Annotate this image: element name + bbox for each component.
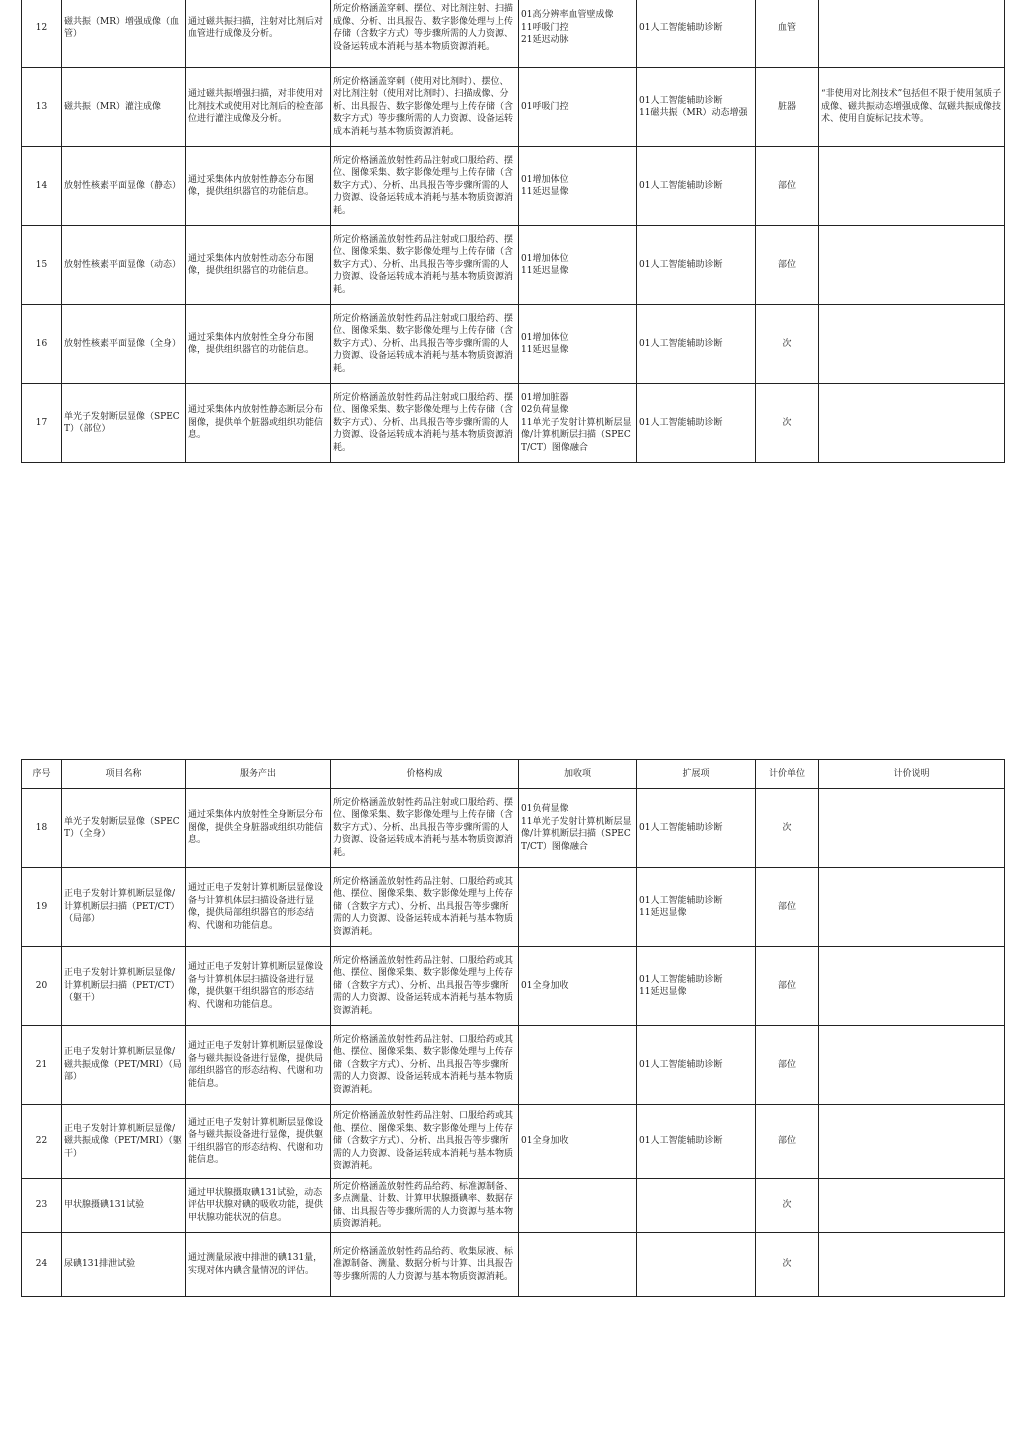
unit-cell: 次 <box>756 1179 819 1233</box>
note-cell: “非使用对比剂技术”包括但不限于使用氢质子成像、磁共振动态增强成像、氙磁共振成像技术、使用自旋标记技术等。 <box>819 68 1005 147</box>
extension-cell <box>637 1233 756 1297</box>
addon-cell: 01高分辨率血管壁成像 11呼吸门控 21延迟动脉 <box>519 0 637 68</box>
output-cell: 通过正电子发射计算机断层显像设备与磁共振设备进行显像，提供局部组织器官的形态结构、代谢和功能信息。 <box>186 1026 331 1105</box>
header-unit: 计价单位 <box>756 760 819 789</box>
extension-cell: 01人工智能辅助诊断 <box>637 305 756 384</box>
addon-cell <box>519 1179 637 1233</box>
output-cell: 通过磁共振增强扫描，对非使用对比剂技术或使用对比剂后的检查部位进行灌注成像及分析。 <box>186 68 331 147</box>
seq-cell: 24 <box>22 1233 62 1297</box>
extension-cell: 01人工智能辅助诊断 <box>637 226 756 305</box>
addon-cell: 01负荷显像 11单光子发射计算机断层显像/计算机断层扫描（SPECT/CT）图像融合 <box>519 789 637 868</box>
seq-cell: 22 <box>22 1105 62 1179</box>
note-cell <box>819 1233 1005 1297</box>
name-cell: 正电子发射计算机断层显像/计算机断层扫描（PET/CT）（躯干） <box>62 947 186 1026</box>
extension-cell: 01人工智能辅助诊断 <box>637 1105 756 1179</box>
composition-cell: 所定价格涵盖放射性药品注射或口服给药、摆位、图像采集、数字影像处理与上传存储（含数字方式）、分析、出具报告等步骤所需的人力资源、设备运转成本消耗与基本物质资源消耗。 <box>331 384 519 463</box>
note-cell <box>819 384 1005 463</box>
table-row <box>22 789 1005 868</box>
unit-cell: 脏器 <box>756 68 819 147</box>
seq-cell: 18 <box>22 789 62 868</box>
output-cell: 通过甲状腺摄取碘131试验，动态评估甲状腺对碘的吸收功能，提供甲状腺功能状况的信息。 <box>186 1179 331 1233</box>
extension-cell: 01人工智能辅助诊断 11延迟显像 <box>637 868 756 947</box>
output-cell: 通过采集体内放射性静态断层分布图像，提供单个脏器或组织功能信息。 <box>186 384 331 463</box>
table-row <box>22 0 1005 68</box>
composition-cell: 所定价格涵盖放射性药品注射、口服给药或其他、摆位、图像采集、数字影像处理与上传存储（含数字方式）、分析、出具报告等步骤所需的人力资源、设备运转成本消耗与基本物质资源消耗。 <box>331 1105 519 1179</box>
output-cell: 通过采集体内放射性静态分布图像，提供组织器官的功能信息。 <box>186 147 331 226</box>
price-table-bottom <box>21 759 1005 1297</box>
note-cell <box>819 1179 1005 1233</box>
name-cell: 单光子发射断层显像（SPECT）（全身） <box>62 789 186 868</box>
composition-cell: 所定价格涵盖放射性药品给药、收集尿液、标准源制备、测量、数据分析与计算、出具报告等步骤所需的人力资源与基本物质资源消耗。 <box>331 1233 519 1297</box>
name-cell: 甲状腺摄碘131试验 <box>62 1179 186 1233</box>
addon-cell: 01增加体位 11延迟显像 <box>519 226 637 305</box>
name-cell: 正电子发射计算机断层显像/磁共振成像（PET/MRI）（躯干） <box>62 1105 186 1179</box>
table-row <box>22 1026 1005 1105</box>
price-table-top <box>21 0 1005 463</box>
addon-cell: 01呼吸门控 <box>519 68 637 147</box>
composition-cell: 所定价格涵盖放射性药品注射或口服给药、摆位、图像采集、数字影像处理与上传存储（含数字方式）、分析、出具报告等步骤所需的人力资源、设备运转成本消耗与基本物质资源消耗。 <box>331 147 519 226</box>
unit-cell: 次 <box>756 384 819 463</box>
composition-cell: 所定价格涵盖放射性药品注射、口服给药或其他、摆位、图像采集、数字影像处理与上传存储（含数字方式）、分析、出具报告等步骤所需的人力资源、设备运转成本消耗与基本物质资源消耗。 <box>331 1026 519 1105</box>
output-cell: 通过测量尿液中排泄的碘131量，实现对体内碘含量情况的评估。 <box>186 1233 331 1297</box>
name-cell: 放射性核素平面显像（静态） <box>62 147 186 226</box>
name-cell: 磁共振（MR）灌注成像 <box>62 68 186 147</box>
extension-cell: 01人工智能辅助诊断 <box>637 0 756 68</box>
composition-cell: 所定价格涵盖穿刺、摆位、对比剂注射、扫描成像、分析、出具报告、数字影像处理与上传存储（含数字方式）等步骤所需的人力资源、设备运转成本消耗与基本物质资源消耗。 <box>331 0 519 68</box>
output-cell: 通过正电子发射计算机断层显像设备与磁共振设备进行显像，提供躯干组织器官的形态结构、代谢和功能信息。 <box>186 1105 331 1179</box>
note-cell <box>819 1026 1005 1105</box>
unit-cell: 部位 <box>756 147 819 226</box>
unit-cell: 部位 <box>756 868 819 947</box>
table-row <box>22 1233 1005 1297</box>
note-cell <box>819 147 1005 226</box>
composition-cell: 所定价格涵盖穿刺（使用对比剂时）、摆位、对比剂注射（使用对比剂时）、扫描成像、分析、出具报告、数字影像处理与上传存储（含数字方式）等步骤所需的人力资源、设备运转成本消耗与基本物质资源消耗。 <box>331 68 519 147</box>
extension-cell: 01人工智能辅助诊断 <box>637 147 756 226</box>
table-row <box>22 1179 1005 1233</box>
table-row <box>22 147 1005 226</box>
extension-cell: 01人工智能辅助诊断 11磁共振（MR）动态增强 <box>637 68 756 147</box>
name-cell: 正电子发射计算机断层显像/磁共振成像（PET/MRI）（局部） <box>62 1026 186 1105</box>
extension-cell <box>637 1179 756 1233</box>
composition-cell: 所定价格涵盖放射性药品给药、标准源制备、多点测量、计数、计算甲状腺摄碘率、数据存储、出具报告等步骤所需的人力资源与基本物质资源消耗。 <box>331 1179 519 1233</box>
header-seq: 序号 <box>22 760 62 789</box>
table-row <box>22 384 1005 463</box>
table-row <box>22 1105 1005 1179</box>
addon-cell: 01增加脏器 02负荷显像 11单光子发射计算机断层显像/计算机断层扫描（SPECT/CT）图像融合 <box>519 384 637 463</box>
addon-cell: 01增加体位 11延迟显像 <box>519 147 637 226</box>
unit-cell: 部位 <box>756 226 819 305</box>
extension-cell: 01人工智能辅助诊断 <box>637 1026 756 1105</box>
seq-cell: 19 <box>22 868 62 947</box>
note-cell <box>819 305 1005 384</box>
addon-cell <box>519 868 637 947</box>
unit-cell: 部位 <box>756 1026 819 1105</box>
unit-cell: 次 <box>756 1233 819 1297</box>
extension-cell: 01人工智能辅助诊断 <box>637 384 756 463</box>
seq-cell: 14 <box>22 147 62 226</box>
note-cell <box>819 226 1005 305</box>
seq-cell: 12 <box>22 0 62 68</box>
table-row <box>22 868 1005 947</box>
table-row <box>22 226 1005 305</box>
name-cell: 单光子发射断层显像（SPECT）（部位） <box>62 384 186 463</box>
note-cell <box>819 789 1005 868</box>
seq-cell: 16 <box>22 305 62 384</box>
header-composition: 价格构成 <box>331 760 519 789</box>
seq-cell: 13 <box>22 68 62 147</box>
header-output: 服务产出 <box>186 760 331 789</box>
table-row <box>22 947 1005 1026</box>
composition-cell: 所定价格涵盖放射性药品注射、口服给药或其他、摆位、图像采集、数字影像处理与上传存储（含数字方式）、分析、出具报告等步骤所需的人力资源、设备运转成本消耗与基本物质资源消耗。 <box>331 947 519 1026</box>
unit-cell: 次 <box>756 305 819 384</box>
table-row <box>22 68 1005 147</box>
note-cell <box>819 868 1005 947</box>
name-cell: 正电子发射计算机断层显像/计算机断层扫描（PET/CT）（局部） <box>62 868 186 947</box>
header-note: 计价说明 <box>819 760 1005 789</box>
extension-cell: 01人工智能辅助诊断 <box>637 789 756 868</box>
addon-cell <box>519 1233 637 1297</box>
seq-cell: 20 <box>22 947 62 1026</box>
seq-cell: 15 <box>22 226 62 305</box>
name-cell: 磁共振（MR）增强成像（血管） <box>62 0 186 68</box>
unit-cell: 血管 <box>756 0 819 68</box>
unit-cell: 次 <box>756 789 819 868</box>
composition-cell: 所定价格涵盖放射性药品注射或口服给药、摆位、图像采集、数字影像处理与上传存储（含数字方式）、分析、出具报告等步骤所需的人力资源、设备运转成本消耗与基本物质资源消耗。 <box>331 226 519 305</box>
output-cell: 通过正电子发射计算机断层显像设备与计算机体层扫描设备进行显像，提供躯干组织器官的形态结构、代谢和功能信息。 <box>186 947 331 1026</box>
unit-cell: 部位 <box>756 947 819 1026</box>
header-extension: 扩展项 <box>637 760 756 789</box>
header-name: 项目名称 <box>62 760 186 789</box>
addon-cell: 01全身加收 <box>519 1105 637 1179</box>
seq-cell: 17 <box>22 384 62 463</box>
seq-cell: 21 <box>22 1026 62 1105</box>
output-cell: 通过正电子发射计算机断层显像设备与计算机体层扫描设备进行显像，提供局部组织器官的形态结构、代谢和功能信息。 <box>186 868 331 947</box>
name-cell: 尿碘131排泄试验 <box>62 1233 186 1297</box>
note-cell <box>819 1105 1005 1179</box>
unit-cell: 部位 <box>756 1105 819 1179</box>
composition-cell: 所定价格涵盖放射性药品注射或口服给药、摆位、图像采集、数字影像处理与上传存储（含数字方式）、分析、出具报告等步骤所需的人力资源、设备运转成本消耗与基本物质资源消耗。 <box>331 789 519 868</box>
table-row <box>22 305 1005 384</box>
header-addon: 加收项 <box>519 760 637 789</box>
output-cell: 通过采集体内放射性全身分布图像，提供组织器官的功能信息。 <box>186 305 331 384</box>
table-header-row <box>22 760 1005 789</box>
composition-cell: 所定价格涵盖放射性药品注射或口服给药、摆位、图像采集、数字影像处理与上传存储（含数字方式）、分析、出具报告等步骤所需的人力资源、设备运转成本消耗与基本物质资源消耗。 <box>331 305 519 384</box>
addon-cell: 01增加体位 11延迟显像 <box>519 305 637 384</box>
output-cell: 通过采集体内放射性动态分布图像，提供组织器官的功能信息。 <box>186 226 331 305</box>
seq-cell: 23 <box>22 1179 62 1233</box>
note-cell <box>819 947 1005 1026</box>
extension-cell: 01人工智能辅助诊断 11延迟显像 <box>637 947 756 1026</box>
name-cell: 放射性核素平面显像（动态） <box>62 226 186 305</box>
output-cell: 通过采集体内放射性全身断层分布图像，提供全身脏器或组织功能信息。 <box>186 789 331 868</box>
composition-cell: 所定价格涵盖放射性药品注射、口服给药或其他、摆位、图像采集、数字影像处理与上传存储（含数字方式）、分析、出具报告等步骤所需的人力资源、设备运转成本消耗与基本物质资源消耗。 <box>331 868 519 947</box>
output-cell: 通过磁共振扫描，注射对比剂后对血管进行成像及分析。 <box>186 0 331 68</box>
note-cell <box>819 0 1005 68</box>
addon-cell <box>519 1026 637 1105</box>
addon-cell: 01全身加收 <box>519 947 637 1026</box>
name-cell: 放射性核素平面显像（全身） <box>62 305 186 384</box>
